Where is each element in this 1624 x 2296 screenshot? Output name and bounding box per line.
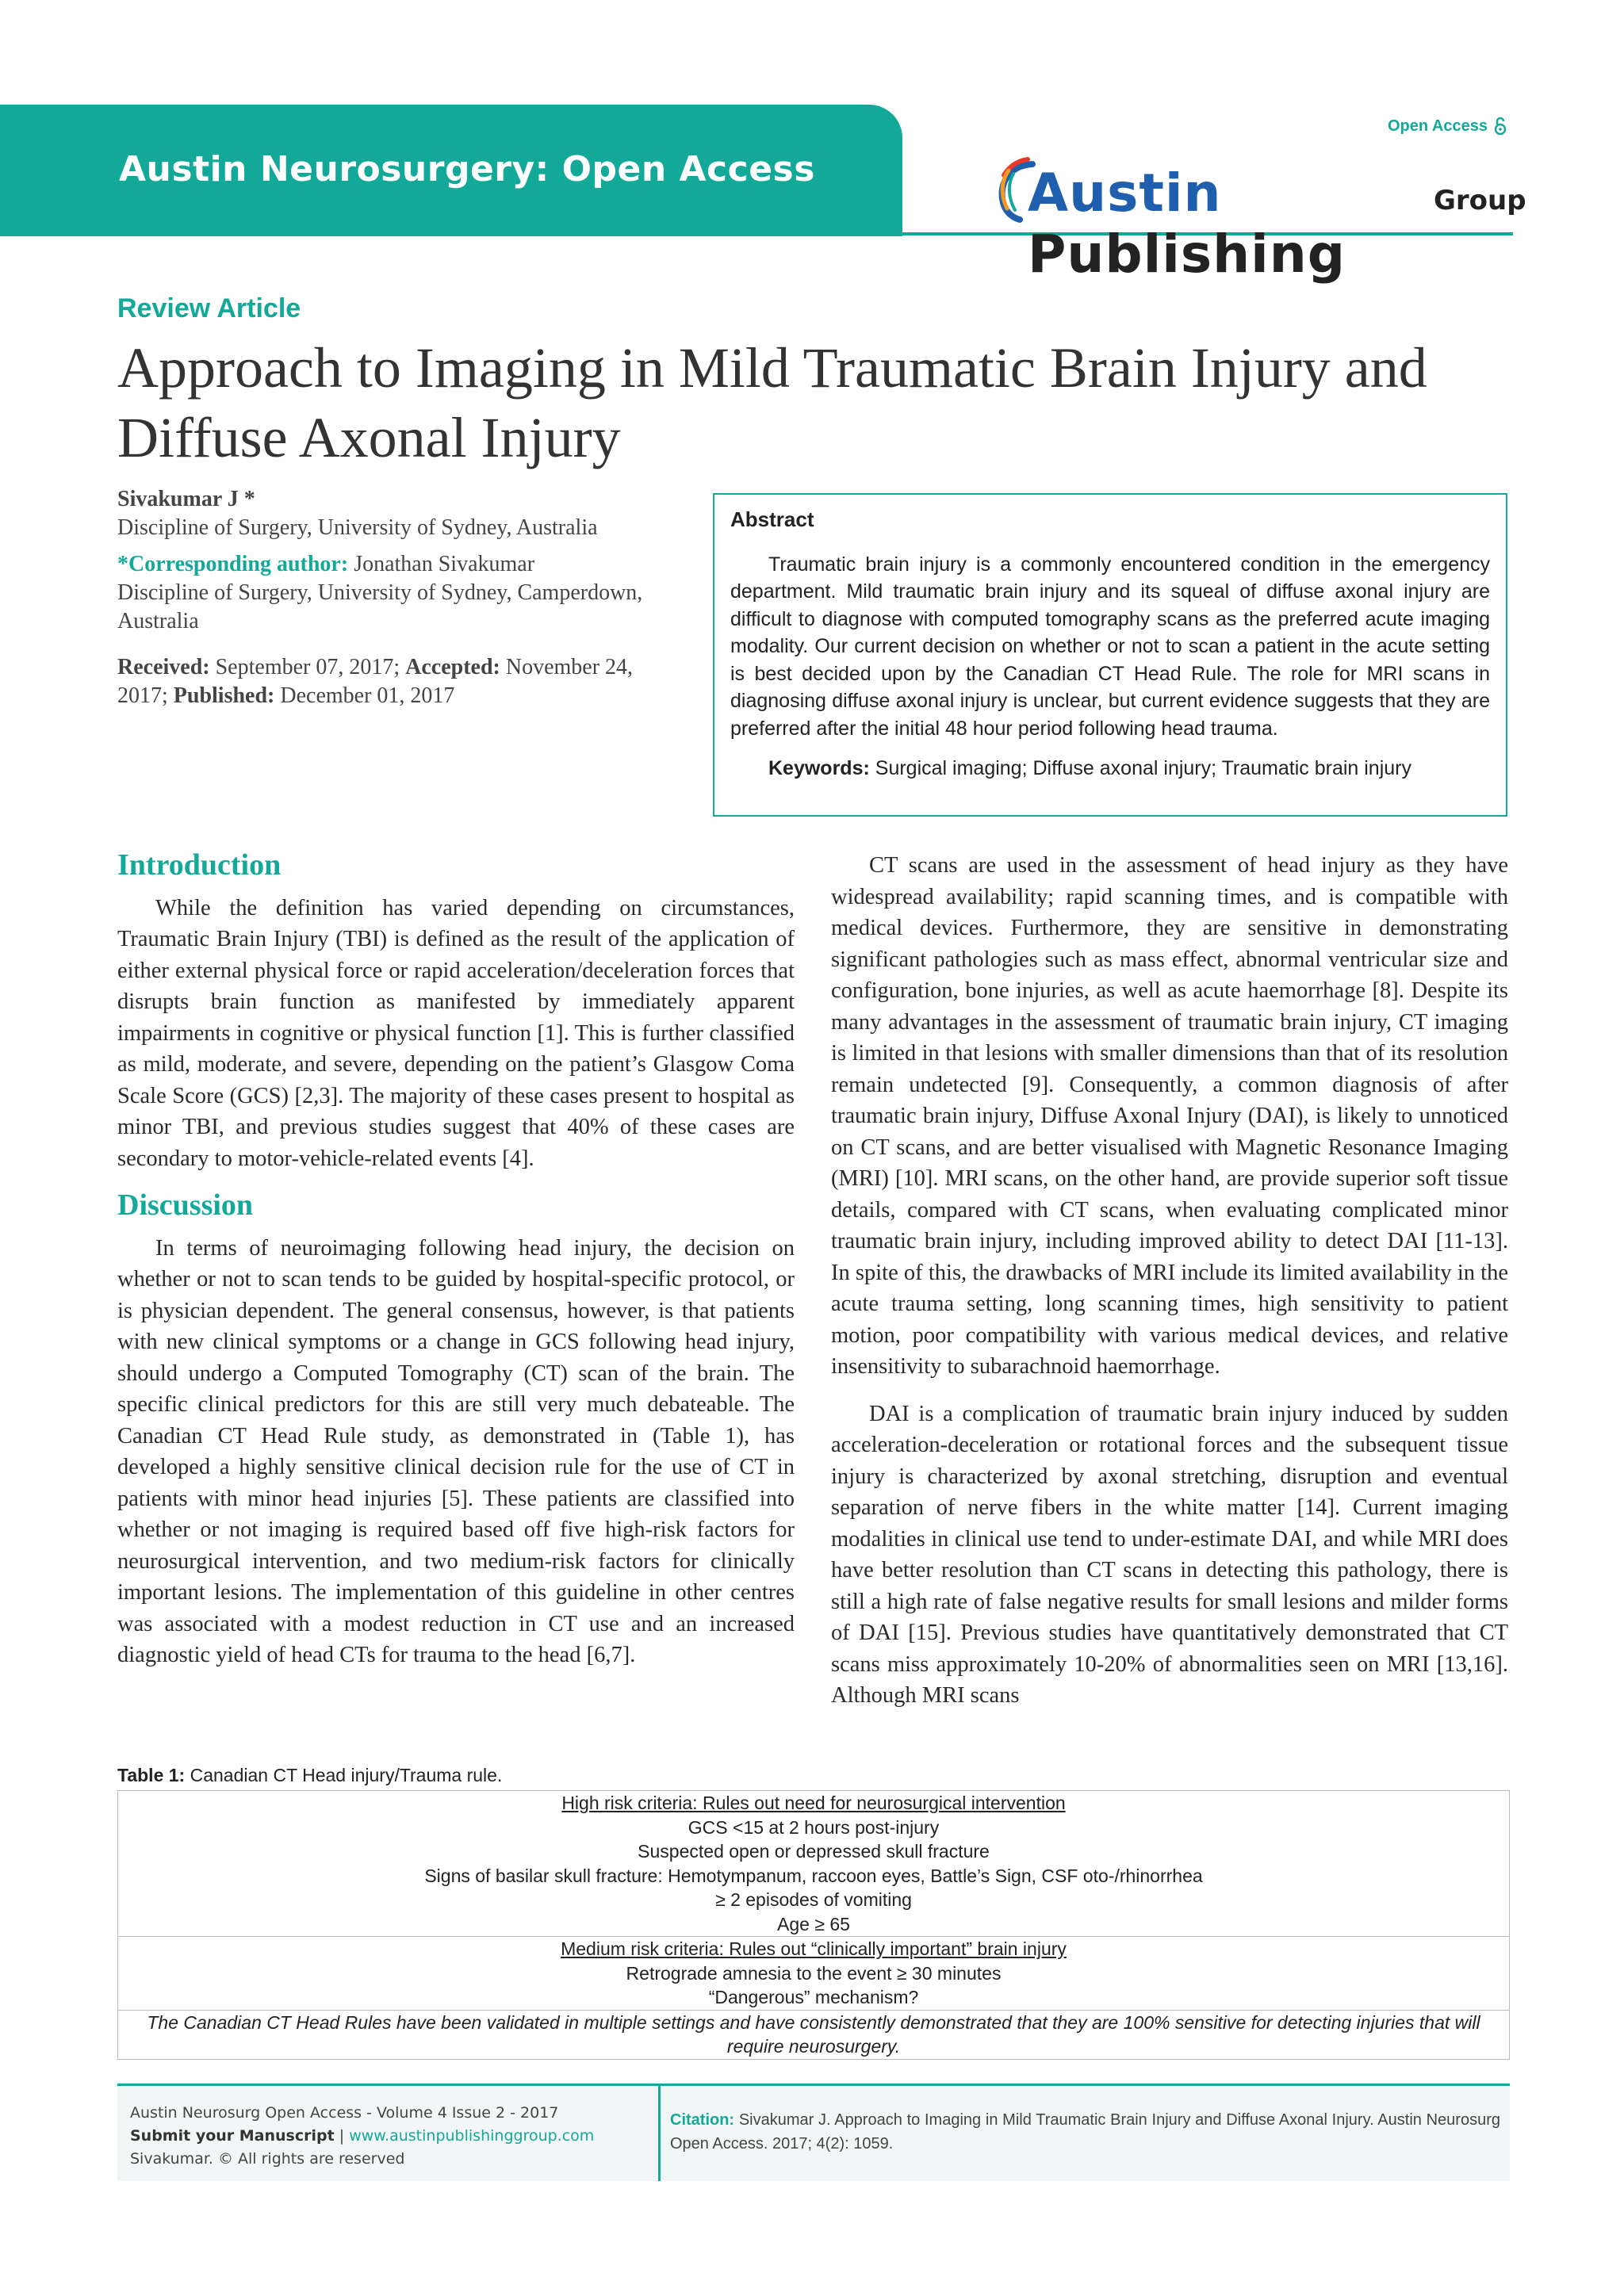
accepted-label: Accepted: xyxy=(405,655,500,679)
dates xyxy=(117,653,672,710)
table-note: The Canadian CT Head Rules have been validated in multiple settings and have consistently demonstrated that they are 100% sensitive for detecting injuries that will require neurosurgery. xyxy=(147,2011,1480,2057)
citation-text: Sivakumar J. Approach to Imaging in Mild Traumatic Brain Injury and Diffuse Axonal Injury. Austin Neurosurg Open Access. 2017; 4(2): 1059. xyxy=(670,2111,1500,2152)
published-date: December 01, 2017 xyxy=(280,683,455,708)
abstract-box xyxy=(713,493,1507,817)
corresponding-label: *Corresponding author: xyxy=(117,552,349,576)
keywords xyxy=(730,755,1490,783)
footer-citation xyxy=(661,2086,1510,2181)
article-title: Approach to Imaging in Mild Traumatic Brain Injury and Diffuse Axonal Injury xyxy=(117,336,1427,469)
published-label: Published: xyxy=(173,683,275,708)
dai-paragraph: DAI is a complication of traumatic brain injury induced by sudden acceleration-deceleration or rotational forces and the subsequent tissue injury is characterized by axonal stretching, disruption and eventual separation of nerve fibers in the white matter [14]. Current imaging modalities in clinical use tend to under-estimate DAI, and while MRI does have better resolution than CT scans in detecting this pathology, there is still a high rate of false negative results for small lesions and milder forms of DAI [15]. Previous studies have quantitatively demonstrated that CT scans miss approximately 10-20% of abnormalities seen on MRI [13,16]. Although MRI scans xyxy=(831,1401,1508,1708)
publisher-name xyxy=(1028,163,1516,285)
abstract-heading: Abstract xyxy=(730,507,814,531)
table-row: Age ≥ 65 xyxy=(777,1913,850,1934)
journal-name: Austin Neurosurgery: Open Access xyxy=(119,149,815,189)
received-date: September 07, 2017; xyxy=(215,655,400,679)
publisher-url-link[interactable]: www.austinpublishinggroup.com xyxy=(349,2127,595,2145)
high-risk-heading: High risk criteria: Rules out need for neurosurgical intervention xyxy=(561,1793,1066,1813)
publisher-logo xyxy=(993,155,1526,285)
footer-journal-info xyxy=(117,2086,658,2181)
introduction-paragraph: While the definition has varied depending on circumstances, Traumatic Brain Injury (TBI) is defined as the result of the application of either external physical force or rapid acceleration/deceleration forces that disrupts brain function as manifested by immediately apparent impairments in cognitive or physical function [1]. This is further classified as mild, moderate, and severe, depending on the patient’s Glasgow Coma Scale Score (GCS) [2,3]. The majority of these cases present to hospital as minor TBI, and previous studies suggest that 40% of these cases are secondary to motor-vehicle-related events [4]. xyxy=(117,895,795,1171)
table-row: GCS <15 at 2 hours post-injury xyxy=(688,1816,940,1838)
open-access-badge xyxy=(1388,117,1507,136)
criteria-table xyxy=(117,1790,1510,2060)
footer-separator: | xyxy=(339,2127,345,2145)
table-caption xyxy=(117,1765,502,1786)
keywords-label: Keywords: xyxy=(768,757,870,779)
table-row: Signs of basilar skull fracture: Hemotympanum, raccoon eyes, Battle’s Sign, CSF oto-/rhinorrhea xyxy=(424,1865,1203,1886)
publisher-word-austin: Austin xyxy=(1028,163,1222,224)
medium-risk-heading: Medium risk criteria: Rules out “clinically important” brain injury xyxy=(561,1938,1067,1959)
high-risk-section xyxy=(118,1791,1509,1937)
table-row: “Dangerous” mechanism? xyxy=(708,1987,919,2007)
corresponding-name: Jonathan Sivakumar xyxy=(354,552,535,576)
table-row: ≥ 2 episodes of vomiting xyxy=(715,1889,912,1910)
table-caption-label: Table 1: xyxy=(117,1765,186,1785)
footer-journal-line: Austin Neurosurg Open Access - Volume 4 Issue 2 - 2017 xyxy=(130,2104,559,2122)
submit-manuscript-label: Submit your Manuscript xyxy=(130,2127,335,2145)
publisher-group: Group xyxy=(1434,185,1526,216)
introduction-heading: Introduction xyxy=(117,848,282,882)
abstract-text: Traumatic brain injury is a commonly encountered condition in the emergency department. Mild traumatic brain injury and its squeal of diffuse axonal injury are difficult to diagnose with computed tomography scans as the preferred acute imaging modality. Our current decision on whether or not to scan a patient in the acute setting is best decided upon by the Canadian CT Head Rule. The role for MRI scans in diagnosing diffuse axonal injury is unclear, but current evidence suggests that they are preferred after the initial 48 hour period following head trauma. xyxy=(730,553,1490,740)
right-column xyxy=(831,850,1508,1728)
article-type: Review Article xyxy=(117,293,301,323)
footer-submit-line xyxy=(130,2125,645,2148)
author-info xyxy=(117,485,672,710)
medium-risk-section xyxy=(118,1937,1509,2011)
open-access-label: Open Access xyxy=(1388,117,1488,135)
corresponding-author xyxy=(117,550,672,579)
keywords-text: Surgical imaging; Diffuse axonal injury; Traumatic brain injury xyxy=(875,757,1411,779)
author-name: Sivakumar J * xyxy=(117,487,255,511)
journal-banner xyxy=(0,105,902,236)
table-caption-text: Canadian CT Head injury/Trauma rule. xyxy=(190,1765,503,1785)
accepted-date: November 24, 2017; xyxy=(117,655,634,708)
left-column xyxy=(117,850,795,1687)
corresponding-affiliation: Discipline of Surgery, University of Sydney, Camperdown, Australia xyxy=(117,580,643,633)
author-affiliation: Discipline of Surgery, University of Sydney, Australia xyxy=(117,515,598,540)
citation-label: Citation: xyxy=(670,2111,735,2129)
received-label: Received: xyxy=(117,655,210,679)
table-row: Suspected open or depressed skull fracture xyxy=(638,1841,990,1862)
discussion-heading: Discussion xyxy=(117,1188,254,1222)
footer-copyright: Sivakumar. © All rights are reserved xyxy=(130,2150,405,2168)
publisher-word-publishing: Publishing xyxy=(1028,224,1346,285)
open-lock-icon xyxy=(1494,117,1507,136)
ct-scans-paragraph: CT scans are used in the assessment of head injury as they have widespread availability; rapid scanning times, and is compatible with medical devices. Furthermore, they are sensitive in demonstrating significant pathologies such as mass effect, abnormal ventricular size and configuration, bone injuries, as well as acute haemorrhage [8]. Despite its many advantages in the assessment of traumatic brain injury, CT imaging is limited in that lesions with smaller dimensions than that of its resolution remain undetected [9]. Consequently, a common diagnosis of after traumatic brain injury, Diffuse Axonal Injury (DAI), is likely to unnoticed on CT scans, and are better visualised with Magnetic Resonance Imaging (MRI) [10]. MRI scans, on the other hand, are provide superior soft tissue details, compared with CT scans, when evaluating complicated minor traumatic brain injury, including improved ability to detect DAI [11-13]. In spite of this, the drawbacks of MRI include its limited availability in the acute trauma setting, long scanning times, high sensitivity to patient motion, poor compatibility with various medical devices, and relative insensitivity to subarachnoid haemorrhage. xyxy=(831,853,1508,1379)
discussion-paragraph: In terms of neuroimaging following head injury, the decision on whether or not to scan tends to be guided by hospital-specific protocol, or is physician dependent. The general consensus, however, is that patients with new clinical symptoms or a change in GCS following head injury, should undergo a Computed Tomography (CT) scan of the brain. The specific clinical predictors for this are still very much debateable. The Canadian CT Head Rule study, as demonstrated in (Table 1), has developed a highly sensitive clinical decision rule for the use of CT in patients with minor head injuries [5]. These patients are classified into whether or not imaging is required based off five high-risk factors for neurosurgical intervention, and two medium-risk factors for clinically important lesions. The implementation of this guideline in other centres was associated with a modest reduction in CT use and an increased diagnostic yield of head CTs for trauma to the head [6,7]. xyxy=(117,1235,795,1667)
table-row: Retrograde amnesia to the event ≥ 30 minutes xyxy=(626,1962,1002,1984)
